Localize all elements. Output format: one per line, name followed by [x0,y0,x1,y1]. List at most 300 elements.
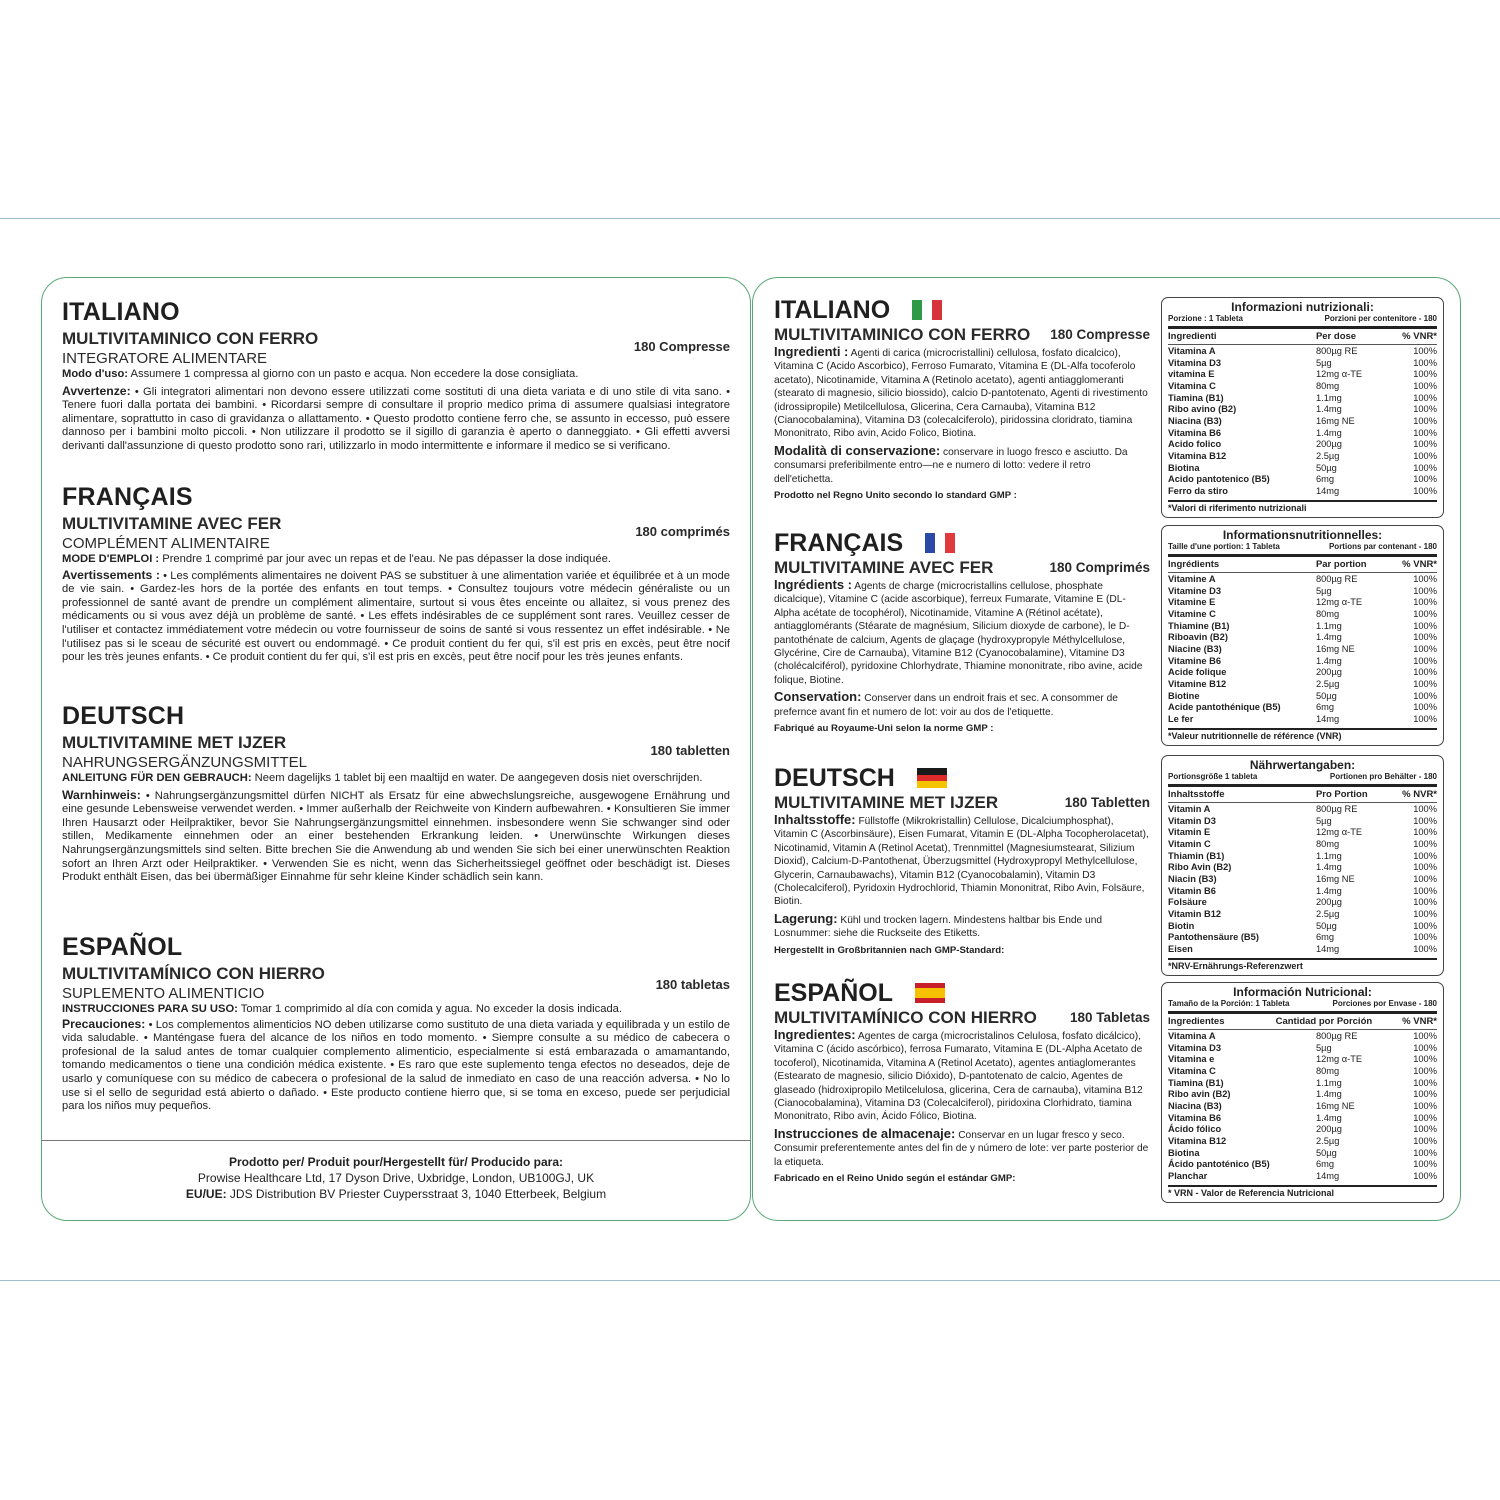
nutrient-amount: 800µg RE [1315,804,1358,814]
nutrient-name: Acide folique [1168,667,1227,678]
nutrient-name: Vitamine D3 [1168,585,1222,596]
nutrient-amount: 6mg [1315,932,1335,943]
servings-per-container: Portions par contenant - 180 [1328,542,1437,551]
nutrition-row [1168,839,1437,851]
nutrition-row [1168,393,1437,405]
header-nrv: % VNR* [1402,559,1437,570]
servings-per-container: Porzioni per contenitore - 180 [1324,314,1437,323]
usage-text: ANLEITUNG FÜR DEN GEBRAUCH: Neem dagelijks 1 tablet bij een maaltijd en water. De aangegeven dosis niet overschrijden. [62,772,703,784]
nutrition-header-row [1168,557,1437,573]
nutrition-row [1168,416,1437,428]
nutrient-nrv: 100% [1413,1089,1437,1100]
nutrient-nrv: 100% [1413,1135,1437,1146]
serving-size: Tamaño de la Porción: 1 Tableta [1168,999,1290,1008]
nutrient-nrv: 100% [1413,415,1437,426]
warning-label: Precauciones: [62,1016,146,1031]
nutrient-name: Vitamina C [1168,1065,1216,1076]
manufacturer-footer [42,1154,750,1202]
nutrient-amount: 14mg [1315,1170,1340,1181]
nutrition-row [1168,944,1437,956]
section-italiano [62,298,730,454]
nutrition-row [1168,358,1437,370]
nutrient-name: Acido folico [1168,439,1222,450]
nutrient-nrv: 100% [1413,357,1437,368]
nutrient-nrv: 100% [1413,632,1437,643]
storage-label: Modalità di conservazione: [774,442,941,458]
product-name: MULTIVITAMINE MET IJZER [774,793,999,812]
warning-text: Warnhinweis: • Nahrungsergänzungsmittel dürfen NICHT als Ersatz für eine abwechslungsreiche, ausgewogene Ernährung und eine gesunde Lebensweise verwendet werden. • Immer außerhalb der Reichweite von Kindern aufbewahren. • Konsultieren Sie immer Ihren Hausarzt oder Heilpraktiker, bevor Sie Nahrungsergänzungsmittel einnehmen. insbesondere wenn Sie schwanger sind oder stillen, Medikamente einnehmen oder an einer bestehenden Erkrankung leiden. • Unerwünschte Wirkungen dieses Nahrungsergänzungsmittels sind selten. Bitte brechen Sie die Anwendung ab und wenden Sie sich bei einer unerwünschten Reaktion sofort an Ihren Arzt oder Heilpraktiker. • Verwenden Sie es nicht, wenn das Sicherheitssiegel geöffnet oder beschädigt ist. Dieses Produkt enthält Eisen, das bei übermäßiger Einnahme für sehr kleine Kinder schädlich sein kann. [62,787,730,884]
nutrition-header-row [1168,329,1437,345]
nutrition-footnote: *Valeur nutritionnelle de référence (VNR) [1168,728,1437,743]
product-name: MULTIVITAMINE MET IJZER [62,733,287,752]
nutrient-amount: 16mg NE [1315,415,1355,426]
nutrient-amount: 80mg [1315,380,1340,391]
nutrient-nrv: 100% [1413,667,1437,678]
nutrient-name: Biotina [1168,462,1200,473]
nutrient-nrv: 100% [1413,620,1437,631]
nutrient-name: Vitamin B12 [1168,908,1222,919]
nutrient-amount: 1.1mg [1315,1077,1342,1088]
nutrition-row [1168,1148,1437,1160]
section-deutsch [62,702,730,885]
warning-label: Avertissements : [62,567,160,582]
nutrient-name: Vitamina B6 [1168,1112,1222,1123]
nutrient-amount: 50µg [1315,462,1337,473]
header-amount: Par portion [1315,559,1367,570]
nutrition-row [1168,691,1437,703]
nutrient-name: Niacine (B3) [1168,643,1222,654]
product-name: MULTIVITAMINE AVEC FER [774,558,994,577]
nutrition-row [1168,656,1437,668]
nutrient-nrv: 100% [1413,369,1437,380]
nutrient-amount: 80mg [1315,838,1340,849]
nutrition-row [1168,702,1437,714]
ingredients-label: Ingrédients : [774,577,853,592]
nutrient-amount: 12mg α-TE [1315,827,1363,838]
nutrient-amount: 5µg [1315,585,1332,596]
nutrient-amount: 800µg RE [1315,1031,1358,1041]
nutrient-nrv: 100% [1413,862,1437,873]
section-deutsch [774,763,1150,956]
header-ingredient: Ingrédients [1168,559,1220,570]
nutrient-nrv: 100% [1413,815,1437,826]
section-francais [774,528,1150,734]
header-nrv: % VNR* [1402,331,1437,342]
product-name: MULTIVITAMINICO CON FERRO [774,325,1031,344]
header-ingredient: Ingredientes [1168,1016,1225,1027]
nutrient-nrv: 100% [1413,485,1437,496]
product-name: MULTIVITAMÍNICO CON HIERRO [774,1008,1037,1027]
left-label-panel [41,277,751,1221]
nutrient-amount: 14mg [1315,943,1340,954]
france-flag-icon [925,533,955,553]
usage-text: INSTRUCCIONES PARA SU USO: Tomar 1 comprimido al día con comida y agua. No exceder la dosis indicada. [62,1003,622,1015]
nutrient-nrv: 100% [1413,804,1437,814]
ingredients-text: Ingredientes: Agentes de carga (microcristalinos Celulosa, fosfato dicálcico), Vitamina C (ácido ascórbico), ferrosa Fumarato, Vitamina E (DL-Alpha Acetato de tocoferol), Nicotinamida, Vitamina A (Retinol Acetato), agentes antiaglomerantes (Estearato de magnesio, silicio Dióxido), D-pantotenato de calcio, Agentes de glaseado (hidroxipropilo Metilcelulosa, glicerina, Cera de carnauba), vitamina B12 (Cianocobalamina), Vitamina D3 (Colecalciferol), piridoxina Clorhidrato, tiamina Mononitrato, Ribo avin, Ácido Fólico, Biotina. [774,1027,1143,1123]
nutrient-amount: 14mg [1315,713,1340,724]
nutrient-amount: 800µg RE [1315,346,1358,356]
nutrition-row [1168,404,1437,416]
nutrient-name: Acido pantotenico (B5) [1168,474,1270,485]
nutrition-row [1168,862,1437,874]
nutrition-footnote: *Valori di riferimento nutrizionali [1168,500,1437,515]
nutrition-row [1168,381,1437,393]
nutrient-nrv: 100% [1413,932,1437,943]
usage-label: Modo d'uso: [62,368,129,380]
nutrition-row [1168,909,1437,921]
nutrient-name: Thiamine (B1) [1168,620,1230,631]
storage-label: Conservation: [774,689,862,705]
nutrition-row [1168,621,1437,633]
nutrition-table [1161,982,1444,1203]
nutrient-name: Vitamine B6 [1168,655,1222,666]
nutrient-nrv: 100% [1413,850,1437,861]
nutrition-row [1168,439,1437,451]
tablet-count: 180 tabletas [655,977,730,992]
usage-text: Modo d'uso: Assumere 1 compressa al giorno con un pasto e acqua. Non eccedere la dose consigliata. [62,368,579,380]
usage-label: MODE D'EMPLOI : [62,553,160,565]
nutrition-row [1168,369,1437,381]
nutrient-name: Vitamine E [1168,597,1216,608]
nutrition-table [1161,525,1444,746]
nutrient-amount: 800µg RE [1315,574,1358,584]
nutrient-name: Biotin [1168,920,1195,931]
nutrient-amount: 1.4mg [1315,862,1342,873]
nutrition-row [1168,1054,1437,1066]
nutrient-name: Le fer [1168,713,1194,724]
nutrition-row [1168,874,1437,886]
nutrition-table [1161,297,1444,518]
nutrition-row [1168,597,1437,609]
warning-text: Avvertenze: • Gli integratori alimentari non devono essere utilizzati come sostituti di una dieta variata e di uno stile di vita sano. • Tenere fuori dalla portata dei bambini. • Ricordarsi sempre di consultare il proprio medico prima di assumere qualsiasi integratore alimentare, soprattutto in caso di gravidanza o allattamento. • Questo prodotto contiene ferro che, se assunto in eccesso, può essere dannoso per i bambini molto piccoli. • Non utilizzare il prodotto se il sigillo di garanzia è aperto o danneggiato. • Gli effetti avversi derivanti dall'assunzione di questo prodotto sono rari, utilizzarlo in modo intermittente e informare il medico se si verificano. [62,383,730,452]
nutrient-nrv: 100% [1413,702,1437,713]
nutrient-name: Ácido pantoténico (B5) [1168,1159,1270,1170]
storage-label: Lagerung: [774,910,838,926]
nutrient-amount: 16mg NE [1315,1100,1355,1111]
nutrient-name: Niacina (B3) [1168,415,1222,426]
nutrition-row [1168,1136,1437,1148]
nutrient-nrv: 100% [1413,838,1437,849]
nutrition-title: Informationsnutritionnelles: [1222,528,1383,542]
nutrient-amount: 6mg [1315,1159,1335,1170]
nutrient-amount: 1.4mg [1315,632,1342,643]
nutrition-row [1168,714,1437,726]
nutrient-amount: 2.5µg [1315,1135,1340,1146]
nutrient-nrv: 100% [1413,1054,1437,1065]
nutrient-nrv: 100% [1413,404,1437,415]
nutrient-name: Vitamina B6 [1168,427,1222,438]
gmp-statement: Fabricado en el Reino Unido según el estándar GMP: [774,1173,1016,1185]
header-ingredient: Ingredienti [1168,331,1217,342]
bottom-guide-line [0,1280,1500,1281]
nutrient-nrv: 100% [1413,1170,1437,1181]
nutrition-row [1168,346,1437,358]
nutrient-amount: 5µg [1315,815,1332,826]
nutrition-row [1168,816,1437,828]
nutrient-nrv: 100% [1413,608,1437,619]
nutrient-nrv: 100% [1413,1065,1437,1076]
nutrient-amount: 80mg [1315,608,1340,619]
servings-per-container: Porciones por Envase - 180 [1332,999,1437,1008]
nutrient-amount: 5µg [1315,1042,1332,1053]
product-name: MULTIVITAMÍNICO CON HIERRO [62,964,325,983]
language-heading: FRANÇAIS [62,483,193,511]
nutrient-nrv: 100% [1413,678,1437,689]
nutrition-row [1168,851,1437,863]
language-heading: ITALIANO [774,296,891,324]
nutrient-amount: 6mg [1315,702,1335,713]
ingredients-text: Ingredienti : Agenti di carica (microcristallini) cellulosa, fosfato dicalcico), Vitamina C (Acido Ascorbico), Ferroso Fumarato, Vitamina E (DL-Alfa tocoferolo acetato), Nicotinamide, Vitamina A (Retinolo acetato), agenti antiagglomeranti (stearato di magnesio, silicio biossido), calcio D-pantotenato, Agenti di rivestimento (idrossipropile) Metilcellulosa, Glicerina, Cera Carnauba), Vitamina B12 (Cianocobalamina), Vitamina D3 (colecalciferolo), piridossina cloridrato, tiamina Mononitrato, Ribo avin, Acido Folico, Biotina. [774,344,1148,440]
nutrient-name: vitamina E [1168,369,1215,380]
serving-size: Porzione : 1 Tableta [1168,314,1243,323]
nutrient-amount: 80mg [1315,1065,1340,1076]
nutrient-name: Pantothensäure (B5) [1168,932,1259,943]
nutrition-title: Nährwertangaben: [1249,758,1356,772]
nutrient-amount: 1.1mg [1315,392,1342,403]
nutrient-nrv: 100% [1413,585,1437,596]
nutrient-name: Thiamin (B1) [1168,850,1225,861]
section-francais [62,483,730,665]
nutrient-nrv: 100% [1413,885,1437,896]
nutrient-amount: 200µg [1315,1124,1342,1135]
nutrient-nrv: 100% [1413,908,1437,919]
nutrient-amount: 6mg [1315,474,1335,485]
nutrient-nrv: 100% [1413,690,1437,701]
nutrient-nrv: 100% [1413,597,1437,608]
nutrient-nrv: 100% [1413,1100,1437,1111]
nutrient-amount: 200µg [1315,897,1342,908]
nutrition-row [1168,1124,1437,1136]
section-italiano [774,295,1150,501]
nutrient-nrv: 100% [1413,439,1437,450]
nutrient-name: Vitamine A [1168,574,1216,584]
tablet-count: 180 Compresse [1050,327,1150,342]
nutrient-name: Ácido fólico [1168,1124,1222,1135]
usage-label: ANLEITUNG FÜR DEN GEBRAUCH: [62,772,252,784]
nutrition-header-row [1168,787,1437,803]
nutrient-amount: 1.1mg [1315,850,1342,861]
nutrient-amount: 1.4mg [1315,427,1342,438]
nutrient-name: Tiamina (B1) [1168,1077,1224,1088]
ingredients-label: Ingredienti : [774,344,849,359]
nutrient-nrv: 100% [1413,713,1437,724]
nutrient-amount: 2.5µg [1315,908,1340,919]
section-espanol [774,978,1150,1184]
nutrient-amount: 16mg NE [1315,873,1355,884]
nutrient-amount: 16mg NE [1315,643,1355,654]
nutrition-title: Información Nutricional: [1233,985,1372,999]
nutrition-row [1168,463,1437,475]
nutrition-row [1168,486,1437,498]
language-heading: ITALIANO [62,298,180,326]
nutrient-name: Vitamina C [1168,380,1216,391]
nutrient-name: Biotina [1168,1147,1200,1158]
tablet-count: 180 Tabletas [1069,1010,1150,1025]
storage-text: Conservation: Conserver dans un endroit frais et sec. A consommer de preferncе avant fin et numero de lot: voir au dos de l'etiquette. [774,689,1118,718]
nutrition-footnote: *NRV-Ernährungs-Referenzwert [1168,958,1437,973]
nutrient-name: Ferro da stiro [1168,485,1228,496]
nutrient-name: Biotine [1168,690,1200,701]
nutrition-row [1168,1089,1437,1101]
nutrition-row [1168,451,1437,463]
nutrient-nrv: 100% [1413,920,1437,931]
header-amount: Cantidad por Porción [1275,1016,1373,1027]
nutrient-name: Vitamina B12 [1168,450,1227,461]
header-nrv: % VNR* [1402,1016,1437,1027]
ingredients-text: Ingrédients : Agents de charge (microcristallins cellulose, phosphate dicalcique), Vitamine C (acide ascorbique), ferreux Fumarate, Vitamine E (DL-Alpha acétate de tocophérol), Nicotinamide, Vitamine A (Rétinol acétate), antiagglomérants (Stéarate de magnésium, Silicium dioxyde de carbone), le D-pantothénate de calcium, Agents de glaçage (hydroxypropyle Méthylcellulose, Glycérine, Cire de Carnauba), Vitamine B12 (Cyanocobalamine), Vitamine D3 (cholécalciférol), pyridoxine Chlorhydrate, Thiamine mononitrate, ribo avine, acide folique, Biotine. [774,577,1143,686]
nutrient-amount: 200µg [1315,667,1342,678]
spain-flag-icon [915,983,945,1003]
nutrient-nrv: 100% [1413,427,1437,438]
tablet-count: 180 comprimés [635,524,730,539]
nutrient-amount: 200µg [1315,439,1342,450]
nutrient-name: Vitamin D3 [1168,815,1216,826]
header-nrv: % NVR* [1402,789,1437,800]
nutrient-nrv: 100% [1413,873,1437,884]
tablet-count: 180 Tabletten [1064,795,1150,810]
nutrient-nrv: 100% [1413,474,1437,485]
germany-flag-icon [917,768,947,788]
ingredients-text: Inhaltsstoffe: Füllstoffe (Mikrokristallin) Cellulose, Dicalciumphosphat), Vitamin C (Ascorbinsäure), Eisen Fumarat, Vitamin E (DL-Alpha Tocopherolacetat), Nicotinamid, Vitamin A (Retinol Acetat), Trennmittel (Magnesiumstearat, Silizium Dioxid), Calcium-D-Pantothenat, Überzugsmittel (Hydroxypropyl Methylcellulose, Glycerin, Carnaubawachs), Vitamin B12 (Cyanocobalamin), Vitamin D3 (Cholecalciferol), Pyridoxin Hydrochlorid, Thiamin Mononitrat, Ribo Avin, Folsäure, Biotin. [774,812,1149,908]
nutrition-row [1168,1159,1437,1171]
product-subtitle: INTEGRATORE ALIMENTARE [62,350,268,367]
section-espanol [62,933,730,1114]
footer-title: Prodotto per/ Produit pour/Hergestellt für/ Producido para: [228,1155,563,1169]
nutrient-name: Vitamina D3 [1168,1042,1222,1053]
nutrition-row [1168,886,1437,898]
storage-text: Modalità di conservazione: conservare in luogo fresco e asciutto. Da consumarsi preferibilmente entro—ne e numero di lotto: vedere il retro dell'etichetta. [774,442,1128,485]
nutrient-name: Niacina (B3) [1168,1100,1222,1111]
nutrient-name: Folsäure [1168,897,1207,908]
gmp-statement: Hergestellt in Großbritannien nach GMP-Standard: [774,944,1005,956]
nutrient-amount: 1.4mg [1315,404,1342,415]
nutrient-nrv: 100% [1413,827,1437,838]
nutrient-nrv: 100% [1413,574,1437,584]
nutrient-nrv: 100% [1413,1031,1437,1041]
nutrition-row [1168,644,1437,656]
language-heading: FRANÇAIS [774,529,904,557]
nutrition-row [1168,632,1437,644]
nutrient-amount: 12mg α-TE [1315,597,1363,608]
nutrition-row [1168,827,1437,839]
nutrient-amount: 1.1mg [1315,620,1342,631]
nutrient-nrv: 100% [1413,1147,1437,1158]
nutrition-row [1168,1113,1437,1125]
nutrition-row [1168,474,1437,486]
nutrition-row [1168,428,1437,440]
warning-label: Warnhinweis: [62,787,141,802]
nutrient-name: Ribo Avin (B2) [1168,862,1232,873]
nutrient-nrv: 100% [1413,943,1437,954]
nutrient-name: Vitamin B6 [1168,885,1216,896]
language-heading: ESPAÑOL [62,933,183,961]
nutrient-amount: 12mg α-TE [1315,1054,1363,1065]
footer-address: Prowise Healthcare Ltd, 17 Dyson Drive, Uxbridge, London, UB100GJ, UK [197,1171,595,1185]
nutrient-nrv: 100% [1413,897,1437,908]
nutrient-nrv: 100% [1413,655,1437,666]
nutrient-amount: 1.4mg [1315,655,1342,666]
usage-text: MODE D'EMPLOI : Prendre 1 comprimé par jour avec un repas et de l'eau. Ne pas dépasser la dose indiquée. [62,553,611,565]
product-subtitle: COMPLÉMENT ALIMENTAIRE [62,535,270,552]
nutrient-amount: 2.5µg [1315,450,1340,461]
nutrition-row [1168,679,1437,691]
nutrient-amount: 12mg α-TE [1315,369,1363,380]
nutrition-row [1168,1101,1437,1113]
nutrient-nrv: 100% [1413,346,1437,356]
tablet-count: 180 tabletten [650,743,730,758]
nutrition-row [1168,609,1437,621]
nutrient-amount: 1.4mg [1315,1089,1342,1100]
nutrition-row [1168,1066,1437,1078]
nutrient-amount: 1.4mg [1315,885,1342,896]
ingredients-label: Ingredientes: [774,1027,856,1042]
nutrient-nrv: 100% [1413,1159,1437,1170]
nutrient-amount: 1.4mg [1315,1112,1342,1123]
nutrient-nrv: 100% [1413,1077,1437,1088]
storage-text: Lagerung: Kühl und trocken lagern. Mindestens haltbar bis Ende und Losnummer: siehe die Ruckseite des Etiketts. [774,910,1103,940]
nutrition-row [1168,932,1437,944]
nutrient-nrv: 100% [1413,380,1437,391]
nutrient-name: Vitamin E [1168,827,1211,838]
nutrient-nrv: 100% [1413,1112,1437,1123]
header-amount: Pro Portion [1315,789,1368,800]
nutrient-nrv: 100% [1413,1042,1437,1053]
nutrient-name: Riboavin (B2) [1168,632,1228,643]
product-subtitle: NAHRUNGSERGÄNZUNGSMITTEL [62,754,308,771]
italy-flag-icon [912,300,942,320]
nutrient-name: Ribo avin (B2) [1168,1089,1231,1100]
header-ingredient: Inhaltsstoffe [1168,789,1225,800]
tablet-count: 180 Compresse [633,339,730,354]
nutrient-name: Planchar [1168,1170,1208,1181]
nutrition-row [1168,804,1437,816]
nutrient-name: Vitamin C [1168,838,1211,849]
usage-label: INSTRUCCIONES PARA SU USO: [62,1003,238,1015]
serving-size: Portionsgröße 1 tableta [1168,772,1258,781]
nutrient-nrv: 100% [1413,450,1437,461]
nutrient-name: Vitamina A [1168,1031,1216,1041]
storage-label: Instrucciones de almacenaje: [774,1125,956,1141]
nutrient-amount: 5µg [1315,357,1332,368]
nutrition-row [1168,574,1437,586]
top-guide-line [0,218,1500,219]
language-heading: DEUTSCH [62,702,185,730]
warning-text: Avertissements : • Les compléments alimentaires ne doivent PAS se substituer à une alimentation variée et équilibrée et à un mode de vie sain. • Gardez-les hors de la portée des enfants en tout temps. • Consultez toujours votre médecin généraliste ou un professionnel de santé avant de prendre un complément alimentaire, surtout si vous êtes enceinte ou allaitez, si vous prenez des médicaments ou si vous avez déjà un problème de santé. • Les effets indésirables de ce supplément sont rares. Veuillez cesser de l'utiliser et contactez immédiatement votre médecin ou votre fournisseur de soins de santé si vous ressentez un effet indésirable. • Ne l'utilisez pas si le sceau de sécurité est ouvert ou endommagé. • Ce produit contient du fer qui, s'il est pris en excès, peut être nocif pour les très jeunes enfants. • Ce produit contient du fer qui, s'il est pris en excès, peut être nocif pour les très jeunes enfants. [62,567,730,664]
warning-text: Precauciones: • Los complementos alimenticios NO deben utilizarse como sustituto de una dieta variada y equilibrada y un estilo de vida saludable. • Manténgase fuera del alcance de los niños en todo momento. • Siempre consulte a su médico de cabecera o profesional de la salud antes de tomar cualquier complemento alimenticio, especialmente si está embarazada o amamantando, tomando medicamentos o tiene una condición médica existente. • Es raro que este suplemento tenga efectos no deseados, deje de usarlo y comuníquese con su médico de cabecera o profesional de la salud de inmediato en caso de una reacción adversa. • No lo use si el sello de seguridad está abierto o dañado. • Este producto contiene hierro que, si se toma en exceso, puede ser perjudicial para los niños muy pequeños. [62,1016,730,1113]
nutrition-row [1168,586,1437,598]
nutrient-amount: 50µg [1315,1147,1337,1158]
nutrient-nrv: 100% [1413,392,1437,403]
product-name: MULTIVITAMINE AVEC FER [62,514,282,533]
tablet-count: 180 Comprimés [1049,560,1150,575]
nutrient-name: Vitamine C [1168,608,1216,619]
servings-per-container: Portionen pro Behälter - 180 [1329,772,1437,781]
nutrient-nrv: 100% [1413,643,1437,654]
product-subtitle: SUPLEMENTO ALIMENTICIO [62,985,265,1002]
nutrient-amount: 2.5µg [1315,678,1340,689]
nutrient-nrv: 100% [1413,1124,1437,1135]
footer-divider [42,1140,750,1141]
gmp-statement: Prodotto nel Regno Unito secondo lo standard GMP : [774,490,1017,502]
nutrient-name: Acide pantothénique (B5) [1168,702,1281,713]
nutrition-row [1168,921,1437,933]
right-label-panel [752,277,1461,1221]
nutrient-amount: 14mg [1315,485,1340,496]
nutrition-footnote: * VRN - Valor de Referencia Nutricional [1168,1185,1437,1200]
nutrition-row [1168,1043,1437,1055]
footer-eu-address: EU/UE: JDS Distribution BV Priester Cuypersstraat 3, 1040 Etterbeek, Belgium [185,1187,607,1201]
storage-text: Instrucciones de almacenaje: Conservar en un lugar fresco y seco. Consumir preferentemente antes del fin de y número de lote: ver parte posterior de la etiqueta. [774,1125,1149,1168]
